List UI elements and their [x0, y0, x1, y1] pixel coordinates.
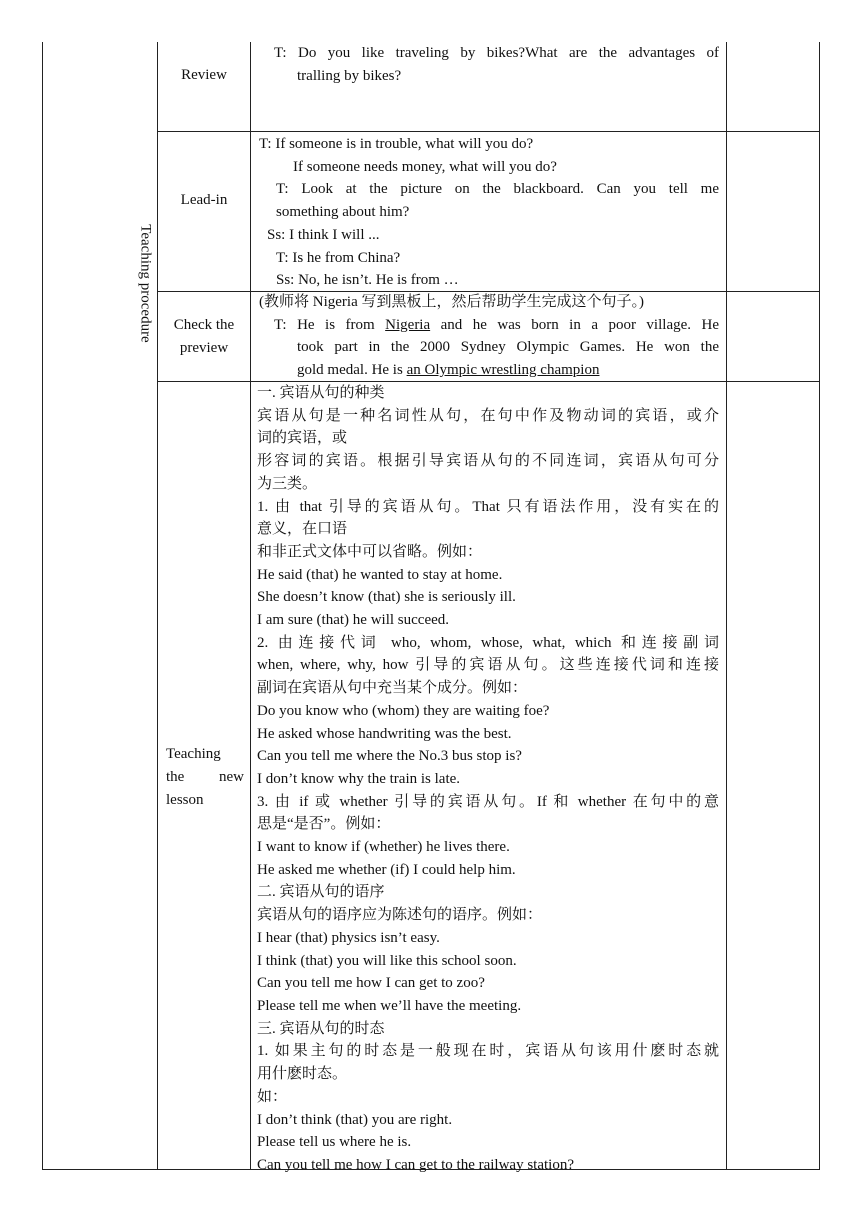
lesson-line: 思是“是否”。例如： — [257, 816, 391, 833]
lesson-line: 副词在宾语从句中充当某个成分。例如： — [257, 680, 528, 697]
lesson-heading: 一. 宾语从句的种类 — [257, 385, 385, 401]
lesson-example: Can you tell me where the No.3 bus stop is? — [257, 748, 522, 765]
stage-preview-line: preview — [179, 340, 229, 356]
preview-line — [257, 314, 719, 337]
preview-text: T: He is from — [274, 316, 386, 333]
leadin-line: Ss: I think I will ... — [267, 226, 380, 243]
lesson-heading: 二. 宾语从句的语序 — [257, 884, 385, 901]
preview-underlined-answer: an Olympic wrestling champion — [406, 362, 600, 379]
leadin-content — [251, 133, 725, 292]
lesson-example: Can you tell me how I can get to the railway station? — [257, 1156, 574, 1173]
lesson-example: I don’t know why the train is late. — [257, 770, 461, 787]
lesson-line: 用什麽时态。 — [257, 1066, 348, 1083]
lesson-example: Do you know who (whom) they are waiting foe? — [257, 702, 550, 719]
table-border-left — [42, 42, 43, 1170]
lesson-example: I am sure (that) he will succeed. — [257, 612, 450, 629]
preview-text: and he was born in a poor village. He — [430, 316, 719, 333]
stage-lesson-word: the — [166, 769, 185, 785]
lesson-example: I don’t think (that) you are right. — [257, 1111, 453, 1128]
stage-preview-line: Check the — [173, 317, 235, 333]
leadin-line: something about him? — [276, 204, 410, 221]
stage-preview — [158, 314, 250, 360]
lesson-example: Can you tell me how I can get to zoo? — [257, 975, 485, 992]
leadin-line: T: If someone is in trouble, what will you do? — [259, 136, 534, 152]
stage-lesson-line: lesson — [166, 792, 204, 808]
lesson-example: I want to know if (whether) he lives there. — [257, 839, 510, 856]
lesson-heading: 三. 宾语从句的时态 — [257, 1020, 385, 1037]
preview-text: gold medal. He is — [297, 362, 407, 379]
lesson-line: 词的宾语，或 — [257, 430, 348, 447]
preview-underlined-answer: Nigeria — [385, 316, 431, 333]
leadin-line: T: Is he from China? — [276, 249, 401, 266]
preview-content — [251, 291, 725, 382]
lesson-line: 3. 由 if 或 whether 引导的宾语从句。If 和 whether 在句中的意 — [257, 793, 719, 810]
lesson-line: 和非正式文体中可以省略。例如： — [257, 543, 483, 560]
review-content — [251, 42, 725, 87]
lesson-line: 宾语从句是一种名词性从句，在句中作及物动词的宾语，或介 — [257, 407, 719, 424]
lesson-example: I think (that) you will like this school soon. — [257, 952, 517, 969]
table-border-right — [819, 42, 820, 1170]
lesson-line: 为三类。 — [257, 475, 318, 492]
leadin-line: Ss: No, he isn’t. He is from … — [276, 272, 459, 289]
leadin-line: If someone needs money, what will you do? — [293, 158, 557, 175]
stage-lesson-line: Teaching — [166, 746, 221, 762]
lesson-example: Please tell me when we’ll have the meeting. — [257, 997, 522, 1014]
lesson-example: She doesn’t know (that) she is seriously ill. — [257, 589, 516, 606]
preview-line — [257, 359, 719, 382]
lesson-line: 形容词的宾语。根据引导宾语从句的不同连词，宾语从句可分 — [257, 453, 719, 470]
stage-lesson — [158, 743, 244, 812]
lesson-line: 宾语从句的语序应为陈述句的语序。例如： — [257, 907, 543, 924]
row-divider-review — [157, 131, 819, 132]
lesson-content — [251, 382, 725, 1177]
lesson-line: 2. 由连接代词 who, whom, whose, what, which 和连接副词 — [257, 634, 719, 651]
lesson-example: He said (that) he wanted to stay at home. — [257, 566, 503, 583]
stage-lesson-line — [166, 766, 244, 789]
section-label — [135, 215, 155, 355]
lesson-example: He asked me whether (if) I could help him. — [257, 861, 516, 878]
lesson-line: 1. 如果主句的时态是一般现在时，宾语从句该用什麽时态就 — [257, 1043, 719, 1060]
lesson-line: when, where, why, how 引导的宾语从句。这些连接代词和连接 — [257, 657, 719, 674]
section-label-text: Teaching procedure — [137, 224, 154, 343]
lesson-line: 1. 由 that 引导的宾语从句。That 只有语法作用，没有实在的 — [257, 498, 719, 515]
lesson-example: I hear (that) physics isn’t easy. — [257, 929, 440, 946]
lesson-example: He asked whose handwriting was the best. — [257, 725, 512, 742]
preview-line: took part in the 2000 Sydney Olympic Games. He won the — [297, 339, 719, 356]
table-col-divider-3 — [726, 42, 727, 1170]
stage-review: Review — [181, 67, 227, 83]
review-line: tralling by bikes? — [297, 67, 402, 84]
lesson-example: Please tell us where he is. — [257, 1134, 412, 1151]
preview-line: (教师将 Nigeria 写到黑板上，然后帮助学生完成这个句子。) — [259, 294, 644, 310]
lesson-line: 意义，在口语 — [257, 521, 348, 538]
leadin-line: T: Look at the picture on the blackboard. Can you tell me — [276, 181, 719, 198]
lesson-line: 如： — [257, 1088, 288, 1105]
review-line: T: Do you like traveling by bikes?What are the advantages of — [274, 45, 719, 61]
stage-leadin: Lead-in — [180, 192, 228, 208]
stage-lesson-word: new — [219, 769, 244, 785]
